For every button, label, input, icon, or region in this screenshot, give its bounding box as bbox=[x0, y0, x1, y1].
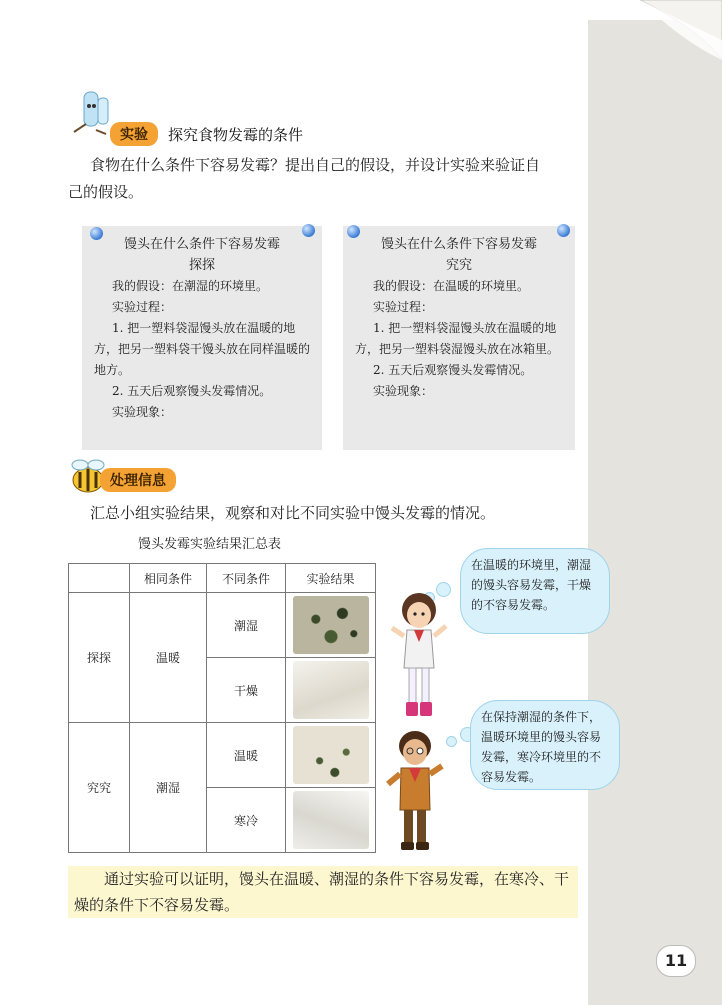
table-header-cell: 不同条件 bbox=[207, 564, 286, 593]
moldy-bread-photo bbox=[293, 596, 369, 654]
card-author: 究究 bbox=[445, 258, 472, 273]
pin-icon bbox=[302, 224, 315, 237]
pin-icon bbox=[557, 224, 570, 237]
boy-character-icon bbox=[380, 728, 450, 856]
card-step-1: 1. 把一塑料袋湿馒头放在温暖的地方，把另一塑料袋湿馒头放在冰箱里。 bbox=[355, 321, 560, 356]
intro-line-1: 食物在什么条件下容易发霉？提出自己的假设，并设计实验来验证自 bbox=[90, 156, 541, 174]
card-process-label: 实验过程： bbox=[373, 300, 434, 314]
page-margin-strip bbox=[588, 20, 722, 1005]
card-step-1: 1. 把一塑料袋湿馒头放在温暖的地方，把另一塑料袋干馒头放在同样温暖的地方。 bbox=[94, 321, 311, 377]
table-header-cell: 相同条件 bbox=[130, 564, 207, 593]
diff-condition-cell: 寒冷 bbox=[207, 788, 286, 853]
conclusion-text: 通过实验可以证明，馒头在温暖、潮湿的条件下容易发霉，在寒冷、干燥的条件下不容易发霉。 bbox=[74, 870, 570, 914]
pin-icon bbox=[347, 225, 360, 238]
pin-icon bbox=[90, 227, 103, 240]
card-phenomenon: 实验现象： bbox=[112, 405, 173, 419]
conclusion-box bbox=[68, 866, 578, 918]
moldy-bread-photo bbox=[293, 726, 369, 784]
group-name-cell: 究究 bbox=[69, 723, 130, 853]
clean-bread-photo bbox=[293, 661, 369, 719]
table-header-cell: 实验结果 bbox=[286, 564, 376, 593]
result-photo-cell bbox=[286, 658, 376, 723]
diff-condition-cell: 潮湿 bbox=[207, 593, 286, 658]
card-hypothesis: 我的假设：在温暖的环境里。 bbox=[373, 279, 530, 293]
card-title: 馒头在什么条件下容易发霉 bbox=[380, 237, 537, 252]
experiment-card-tantan bbox=[82, 226, 322, 450]
card-author: 探探 bbox=[188, 258, 215, 273]
table-header-row bbox=[69, 564, 376, 593]
group-name-cell: 探探 bbox=[69, 593, 130, 723]
result-photo-cell bbox=[286, 788, 376, 853]
page-curl-icon bbox=[640, 0, 722, 60]
same-condition-cell: 温暖 bbox=[130, 593, 207, 723]
table-caption: 馒头发霉实验结果汇总表 bbox=[138, 537, 282, 552]
experiment-title: 探究食物发霉的条件 bbox=[168, 125, 304, 144]
diff-condition-cell: 温暖 bbox=[207, 723, 286, 788]
table-row bbox=[69, 723, 376, 788]
girl-character-icon bbox=[386, 590, 452, 720]
card-step-2: 2. 五天后观察馒头发霉情况。 bbox=[112, 384, 272, 398]
diff-condition-cell: 干燥 bbox=[207, 658, 286, 723]
result-table bbox=[68, 563, 376, 853]
processing-heading bbox=[100, 468, 176, 492]
table-row bbox=[69, 593, 376, 658]
experiment-card-jiujiu bbox=[343, 226, 575, 450]
card-phenomenon: 实验现象： bbox=[373, 384, 434, 398]
result-photo-cell bbox=[286, 593, 376, 658]
card-step-2: 2. 五天后观察馒头发霉情况。 bbox=[373, 363, 533, 377]
processing-pill: 处理信息 bbox=[100, 468, 176, 492]
boy-speech-bubble: 在保持潮湿的条件下，温暖环境里的馒头容易发霉，寒冷环境里的不容易发霉。 bbox=[470, 700, 620, 790]
intro-line-2: 己的假设。 bbox=[68, 183, 144, 201]
girl-speech-bubble: 在温暖的环境里，潮湿的馒头容易发霉，干燥的不容易发霉。 bbox=[460, 548, 610, 634]
card-hypothesis: 我的假设：在潮湿的环境里。 bbox=[112, 279, 269, 293]
card-title: 馒头在什么条件下容易发霉 bbox=[123, 237, 280, 252]
page-number: 11 bbox=[656, 945, 696, 977]
card-process-label: 实验过程： bbox=[112, 300, 173, 314]
result-photo-cell bbox=[286, 723, 376, 788]
same-condition-cell: 潮湿 bbox=[130, 723, 207, 853]
clean-bread-photo bbox=[293, 791, 369, 849]
processing-text: 汇总小组实验结果，观察和对比不同实验中馒头发霉的情况。 bbox=[90, 504, 496, 522]
table-header-cell bbox=[69, 564, 130, 593]
experiment-heading bbox=[110, 122, 303, 146]
experiment-pill: 实验 bbox=[110, 122, 158, 146]
